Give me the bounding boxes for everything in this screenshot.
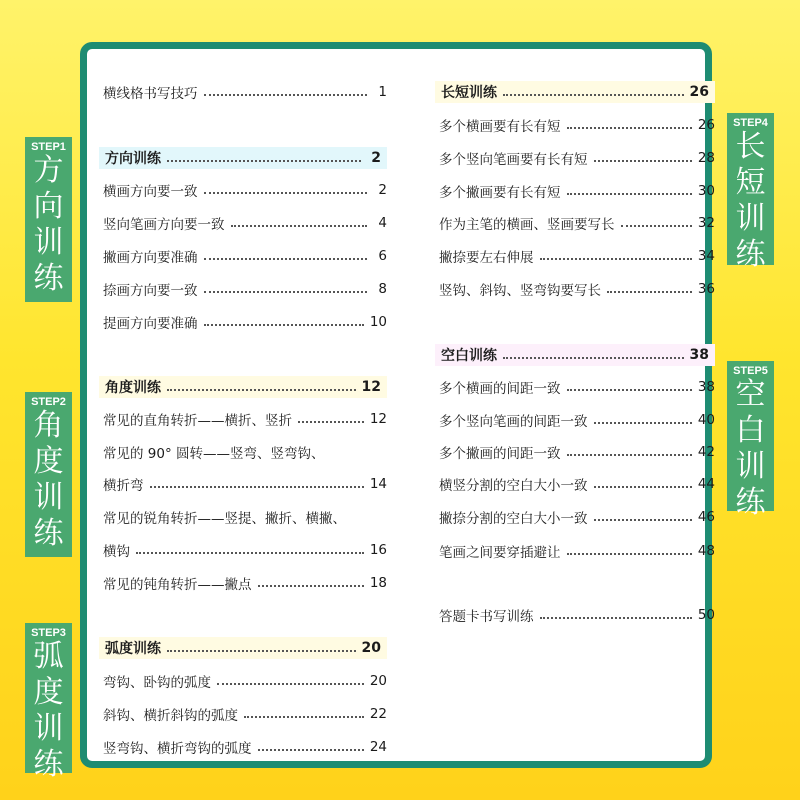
page-number: 46: [697, 509, 715, 525]
toc-entry: [439, 506, 715, 528]
toc-entry: [103, 408, 387, 430]
page-number: 44: [697, 476, 715, 492]
page-number: 48: [697, 543, 715, 559]
page-number: 16: [369, 542, 387, 558]
section-title: 空白训练: [441, 348, 497, 364]
page-number: 50: [697, 607, 715, 623]
toc-entry: [439, 212, 715, 234]
entry-title: 作为主笔的横画、竖画要写长: [439, 217, 615, 233]
step-character: 训: [735, 201, 766, 236]
entry-title: 横竖分割的空白大小一致: [439, 478, 588, 494]
step-character: 短: [735, 165, 766, 200]
page-number: 24: [369, 739, 387, 755]
dot-leader: [594, 422, 692, 424]
page-number: 8: [378, 281, 387, 297]
dot-leader: [231, 225, 368, 227]
entry-title: 竖钩、斜钩、竖弯钩要写长: [439, 283, 601, 299]
dot-leader: [150, 486, 364, 488]
step-badge-4: [727, 113, 774, 272]
dot-leader: [594, 486, 692, 488]
dot-leader: [567, 389, 692, 391]
step-label: STEP4: [733, 117, 768, 129]
section-title: 弧度训练: [105, 641, 161, 657]
entry-title: 答题卡书写训练: [439, 609, 534, 625]
entry-title: 竖弯钩、横折弯钩的弧度: [103, 741, 252, 757]
page-number: 2: [371, 150, 381, 166]
entry-title: 常见的 90° 圆转——竖弯、竖弯钩、: [103, 446, 325, 462]
step-character: 弧: [33, 639, 64, 674]
toc-entry: [439, 278, 715, 300]
dot-leader: [567, 454, 692, 456]
dot-leader: [258, 749, 364, 751]
dot-leader: [540, 617, 692, 619]
toc-entry: [103, 703, 387, 725]
step-character: 练: [33, 261, 64, 296]
toc-section-heading: [435, 344, 715, 366]
page-number: 42: [697, 444, 715, 460]
toc-entry: [103, 278, 387, 300]
toc-entry: [439, 473, 715, 495]
dot-leader: [204, 192, 368, 194]
page-number: 14: [369, 476, 387, 492]
step-character: 白: [735, 413, 766, 448]
toc-entry: [439, 409, 715, 431]
toc-entry: [439, 245, 715, 267]
toc-section-heading: [99, 637, 387, 659]
step-character: 方: [33, 153, 64, 188]
page-number: 38: [689, 347, 709, 363]
entry-title: 横折弯: [103, 478, 144, 494]
step-label: STEP3: [31, 627, 66, 639]
dot-leader: [167, 650, 356, 652]
page-number: 22: [369, 706, 387, 722]
step-badge-2: [25, 392, 72, 557]
section-title: 方向训练: [105, 151, 161, 167]
toc-entry: [439, 180, 715, 202]
page-number: 34: [697, 248, 715, 264]
dot-leader: [204, 258, 368, 260]
entry-title: 多个撇画的间距一致: [439, 446, 561, 462]
toc-entry: [439, 376, 715, 398]
entry-title: 多个撇画要有长有短: [439, 185, 561, 201]
dot-leader: [567, 553, 692, 555]
dot-leader: [621, 225, 692, 227]
step-label: STEP1: [31, 141, 66, 153]
toc-entry: [439, 441, 715, 463]
page-number: 1: [378, 84, 387, 100]
page-number: 30: [697, 183, 715, 199]
step-badge-5: [727, 361, 774, 520]
entry-title: 撇捺要左右伸展: [439, 250, 534, 266]
entry-title: 常见的直角转折——横折、竖折: [103, 413, 292, 429]
toc-entry: [439, 540, 715, 562]
toc-section-heading: [99, 376, 387, 398]
page-number: 32: [697, 215, 715, 231]
entry-title: 横线格书写技巧: [103, 86, 198, 102]
toc-entry: [103, 441, 387, 463]
entry-title: 多个竖向笔画的间距一致: [439, 414, 588, 430]
toc-entry: [439, 147, 715, 169]
dot-leader: [298, 421, 364, 423]
table-of-contents-panel: [80, 42, 715, 768]
dot-leader: [167, 160, 361, 162]
toc-entry: [103, 539, 387, 561]
entry-title: 撇画方向要准确: [103, 250, 198, 266]
step-badge-3: [25, 623, 72, 782]
step-character: 训: [33, 480, 64, 515]
page-number: 38: [697, 379, 715, 395]
dot-leader: [136, 552, 364, 554]
dot-leader: [503, 357, 684, 359]
step-character: 角: [33, 408, 64, 443]
entry-title: 提画方向要准确: [103, 316, 198, 332]
section-title: 角度训练: [105, 380, 161, 396]
entry-title: 横钩: [103, 544, 130, 560]
dot-leader: [204, 324, 364, 326]
entry-title: 斜钩、横折斜钩的弧度: [103, 708, 238, 724]
toc-entry: [439, 114, 715, 136]
step-character: 空: [735, 377, 766, 412]
page-number: 36: [697, 281, 715, 297]
page-number: 20: [369, 673, 387, 689]
entry-title: 多个横画要有长有短: [439, 119, 561, 135]
step-character: 练: [735, 485, 766, 520]
step-character: 训: [735, 449, 766, 484]
page-number: 4: [378, 215, 387, 231]
step-character: 训: [33, 711, 64, 746]
entry-title: 弯钩、卧钩的弧度: [103, 675, 211, 691]
page-number: 20: [361, 640, 381, 656]
dot-leader: [567, 193, 692, 195]
page-number: 28: [697, 150, 715, 166]
entry-title: 常见的锐角转折——竖提、撇折、横撇、: [103, 511, 346, 527]
step-character: 度: [33, 444, 64, 479]
toc-entry: [103, 311, 387, 333]
entry-title: 横画方向要一致: [103, 184, 198, 200]
entry-title: 常见的钝角转折——撇点: [103, 577, 252, 593]
step-badge-1: [25, 137, 72, 302]
dot-leader: [204, 291, 368, 293]
page-number: 6: [378, 248, 387, 264]
toc-entry: [103, 81, 387, 103]
dot-leader: [167, 389, 356, 391]
entry-title: 竖向笔画方向要一致: [103, 217, 225, 233]
dot-leader: [204, 94, 368, 96]
step-character: 度: [33, 675, 64, 710]
toc-section-heading: [99, 147, 387, 169]
toc-entry: [103, 670, 387, 692]
dot-leader: [258, 585, 364, 587]
step-character: 练: [735, 237, 766, 272]
step-character: 训: [33, 225, 64, 260]
toc-entry: [103, 506, 387, 528]
step-character: 练: [33, 747, 64, 782]
entry-title: 捺画方向要一致: [103, 283, 198, 299]
page-number: 12: [361, 379, 381, 395]
step-label: STEP2: [31, 396, 66, 408]
dot-leader: [607, 291, 692, 293]
dot-leader: [567, 127, 692, 129]
page-number: 26: [697, 117, 715, 133]
toc-entry: [103, 736, 387, 758]
page-number: 12: [369, 411, 387, 427]
step-character: 向: [33, 189, 64, 224]
dot-leader: [594, 160, 692, 162]
page-number: 2: [378, 182, 387, 198]
toc-entry: [103, 572, 387, 594]
section-title: 长短训练: [441, 85, 497, 101]
toc-entry: [103, 473, 387, 495]
page-number: 10: [369, 314, 387, 330]
step-label: STEP5: [733, 365, 768, 377]
page-number: 18: [369, 575, 387, 591]
dot-leader: [540, 258, 692, 260]
dot-leader: [503, 94, 684, 96]
step-character: 长: [735, 129, 766, 164]
page-number: 40: [697, 412, 715, 428]
dot-leader: [594, 519, 692, 521]
toc-entry: [439, 604, 715, 626]
dot-leader: [217, 683, 364, 685]
entry-title: 多个横画的间距一致: [439, 381, 561, 397]
toc-section-heading: [435, 81, 715, 103]
page-number: 26: [689, 84, 709, 100]
toc-entry: [103, 212, 387, 234]
toc-entry: [103, 179, 387, 201]
dot-leader: [244, 716, 364, 718]
entry-title: 笔画之间要穿插避让: [439, 545, 561, 561]
entry-title: 撇捺分割的空白大小一致: [439, 511, 588, 527]
toc-entry: [103, 245, 387, 267]
step-character: 练: [33, 516, 64, 551]
entry-title: 多个竖向笔画要有长有短: [439, 152, 588, 168]
